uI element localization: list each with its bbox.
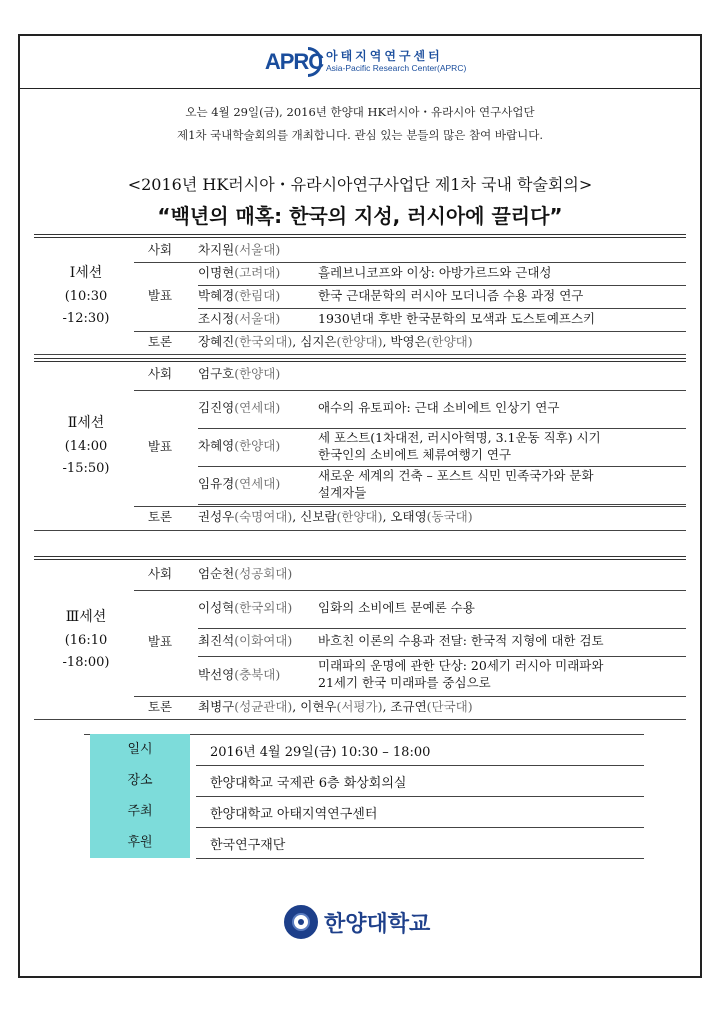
info-label-2: 주최 [90, 796, 190, 827]
university-seal-icon [284, 905, 318, 939]
moderator-name: 엄순천 [198, 566, 235, 581]
moderator [198, 566, 292, 583]
session-name: Ⅱ세션 [67, 415, 105, 431]
info-label-1: 장소 [90, 765, 190, 796]
presentation-label: 발표 [147, 634, 173, 649]
presenter-name: 이성혁 [198, 600, 235, 615]
discussant-affiliation: (성균관대) [234, 699, 293, 714]
presenter [198, 600, 292, 617]
presentation-title [318, 633, 686, 650]
info-value-0: 2016년 4월 29일(금) 10:30 – 18:00 [210, 745, 431, 760]
presenter-name: 김진영 [198, 400, 235, 415]
moderator-affiliation: (한양대) [234, 366, 281, 381]
discussion-label: 토론 [147, 334, 173, 349]
presenter-name: 이명현 [198, 265, 235, 280]
session-separator [34, 234, 686, 238]
presenter-affiliation: (이화여대) [234, 633, 293, 648]
presenter-affiliation: (한림대) [234, 288, 281, 303]
presenter [198, 633, 292, 650]
row-divider [198, 428, 686, 429]
moderator-name: 차지원 [198, 242, 235, 257]
session-separator [34, 358, 686, 362]
presentation-title-line-2: 설계자들 [318, 484, 367, 500]
row-divider [134, 590, 686, 591]
presenter-name: 박혜경 [198, 288, 235, 303]
moderator [198, 366, 280, 383]
discussant-separator: , [292, 699, 301, 714]
session-bottom-border [34, 354, 686, 355]
discussant-separator: , [382, 334, 391, 349]
presentation-title-line-1: 임화의 소비에트 문예론 수용 [318, 600, 475, 615]
discussant-separator: , [382, 699, 391, 714]
session-bottom-border [34, 530, 686, 531]
logo-korean-text: 아태지역연구센터 [326, 49, 443, 64]
discussant-separator: , [382, 509, 391, 524]
row-divider [134, 262, 686, 263]
moderator-affiliation: (성공회대) [234, 566, 293, 581]
info-value-2: 한양대학교 아태지역연구센터 [210, 807, 378, 822]
presentation-title-line-1: 새로운 세계의 건축 – 포스트 식민 민족국가와 문화 [318, 468, 594, 483]
discussant-name: 최병구 [198, 699, 235, 714]
info-row-divider [196, 858, 644, 859]
discussion-label: 토론 [147, 699, 173, 714]
discussant-affiliation: (서평가) [336, 699, 383, 714]
info-row-divider [196, 796, 644, 797]
presenter-affiliation: (충북대) [234, 667, 281, 682]
session-separator [34, 556, 686, 560]
session-time-end: -15:50) [62, 461, 110, 476]
presentation-title-line-1: 세 포스트(1차대전, 러시아혁명, 3.1운동 직후) 시기 [318, 430, 601, 445]
presentation-label: 발표 [147, 288, 173, 303]
moderator-label: 사회 [147, 566, 173, 581]
session-name: Ⅲ세션 [65, 609, 107, 625]
discussant-affiliation: (한양대) [426, 334, 473, 349]
row-divider [198, 628, 686, 629]
moderator-name: 엄구호 [198, 366, 235, 381]
presenter-name: 박선영 [198, 667, 235, 682]
presentation-title-line-2: 21세기 한국 미래파를 중심으로 [318, 674, 491, 690]
discussant-affiliation: (단국대) [426, 699, 473, 714]
session-time-end: -12:30) [62, 311, 110, 326]
presenter-name: 최진석 [198, 633, 235, 648]
aprc-logo [264, 44, 467, 80]
presenter [198, 265, 280, 282]
row-divider [198, 308, 686, 309]
row-divider [134, 696, 686, 697]
discussant-name: 오태영 [390, 509, 427, 524]
info-label-3: 후원 [90, 827, 190, 858]
presentation-title-line-1: 1930년대 후반 한국문학의 모색과 도스토예프스키 [318, 311, 596, 326]
university-name: 한양대학교 [324, 911, 431, 937]
info-label-0: 일시 [90, 734, 190, 765]
discussion-label: 토론 [147, 509, 173, 524]
presentation-title-line-1: 바흐친 이론의 수용과 전달: 한국적 지형에 대한 검토 [318, 633, 604, 648]
logo-mark-text: APRC [264, 49, 324, 74]
discussants [198, 699, 473, 716]
session-bottom-border [34, 719, 686, 720]
discussant-name: 장혜진 [198, 334, 235, 349]
info-value-3: 한국연구재단 [210, 838, 286, 853]
presentation-title [318, 600, 686, 617]
presentation-title-line-1: 미래파의 운명에 관한 단상: 20세기 러시아 미래파와 [318, 658, 604, 673]
presenter-affiliation: (연세대) [234, 400, 281, 415]
discussant-name: 권성우 [198, 509, 235, 524]
presentation-title-line-1: 한국 근대문학의 러시아 모더니즘 수용 과정 연구 [318, 288, 584, 303]
presenter [198, 400, 280, 417]
row-divider [198, 656, 686, 657]
row-divider [134, 506, 686, 507]
presenter-affiliation: (한양대) [234, 438, 281, 453]
presentation-title [318, 288, 686, 305]
presentation-title [318, 658, 686, 692]
discussants [198, 509, 473, 526]
discussant-name: 신보람 [300, 509, 337, 524]
discussants [198, 334, 473, 351]
presenter [198, 311, 280, 328]
university-logo [284, 905, 430, 939]
session-time-start: (16:10 [64, 633, 108, 648]
presentation-title-line-2: 한국인의 소비에트 체류여행기 연구 [318, 446, 512, 462]
intro-line-1: 오는 4월 29일(금), 2016년 한양대 HK러시아・유라시아 연구사업단 [185, 105, 535, 119]
moderator-affiliation: (서울대) [234, 242, 281, 257]
discussant-affiliation: (한국외대) [234, 334, 293, 349]
row-divider [134, 331, 686, 332]
discussant-affiliation: (동국대) [426, 509, 473, 524]
presentation-label: 발표 [147, 439, 173, 454]
row-divider [134, 390, 686, 391]
intro-line-2: 제1차 국내학술회의를 개최합니다. 관심 있는 분들의 많은 참여 바랍니다. [176, 128, 544, 142]
discussant-name: 박영은 [390, 334, 427, 349]
info-row-divider [196, 765, 644, 766]
row-divider [198, 285, 686, 286]
discussant-name: 이현우 [300, 699, 337, 714]
discussant-affiliation: (숙명여대) [234, 509, 293, 524]
presenter [198, 667, 280, 684]
session-time-start: (10:30 [64, 289, 108, 304]
session-time-end: -18:00) [62, 655, 110, 670]
discussant-separator: , [292, 509, 301, 524]
presenter-affiliation: (연세대) [234, 476, 281, 491]
moderator-label: 사회 [147, 366, 173, 381]
session-time-start: (14:00 [64, 439, 108, 454]
main-title: “백년의 매혹: 한국의 지성, 러시아에 끌리다” [157, 204, 563, 228]
logo-english-text: Asia-Pacific Research Center(APRC) [326, 63, 467, 74]
presenter-name: 임유경 [198, 476, 235, 491]
presentation-title-line-1: 애수의 유토피아: 근대 소비에트 인상기 연구 [318, 400, 560, 415]
presentation-title [318, 265, 686, 282]
row-divider [198, 504, 686, 505]
discussant-name: 조규연 [390, 699, 427, 714]
presenter-affiliation: (서울대) [234, 311, 281, 326]
aprc-logo-mark [264, 45, 324, 79]
discussant-affiliation: (한양대) [336, 509, 383, 524]
moderator-label: 사회 [147, 242, 173, 257]
moderator [198, 242, 280, 259]
header-divider [18, 88, 702, 89]
presenter-name: 차혜영 [198, 438, 235, 453]
presenter-affiliation: (한국외대) [234, 600, 293, 615]
info-value-1: 한양대학교 국제관 6층 화상회의실 [210, 776, 407, 791]
presenter-affiliation: (고려대) [234, 265, 281, 280]
presentation-title [318, 400, 686, 417]
presenter [198, 288, 280, 305]
presentation-title [318, 468, 686, 502]
session-name: Ⅰ세션 [69, 265, 103, 281]
presentation-title-line-1: 흘레브니코프와 이상: 아방가르드와 근대성 [318, 265, 552, 280]
discussant-separator: , [292, 334, 301, 349]
presentation-title [318, 311, 686, 328]
discussant-name: 심지은 [300, 334, 337, 349]
conference-title: <2016년 HK러시아・유라시아연구사업단 제1차 국내 학술회의> [127, 175, 593, 194]
presentation-title [318, 430, 686, 464]
presenter [198, 438, 280, 455]
presenter-name: 조시정 [198, 311, 235, 326]
info-row-divider [196, 827, 644, 828]
presenter [198, 476, 280, 493]
row-divider [198, 466, 686, 467]
discussant-affiliation: (한양대) [336, 334, 383, 349]
